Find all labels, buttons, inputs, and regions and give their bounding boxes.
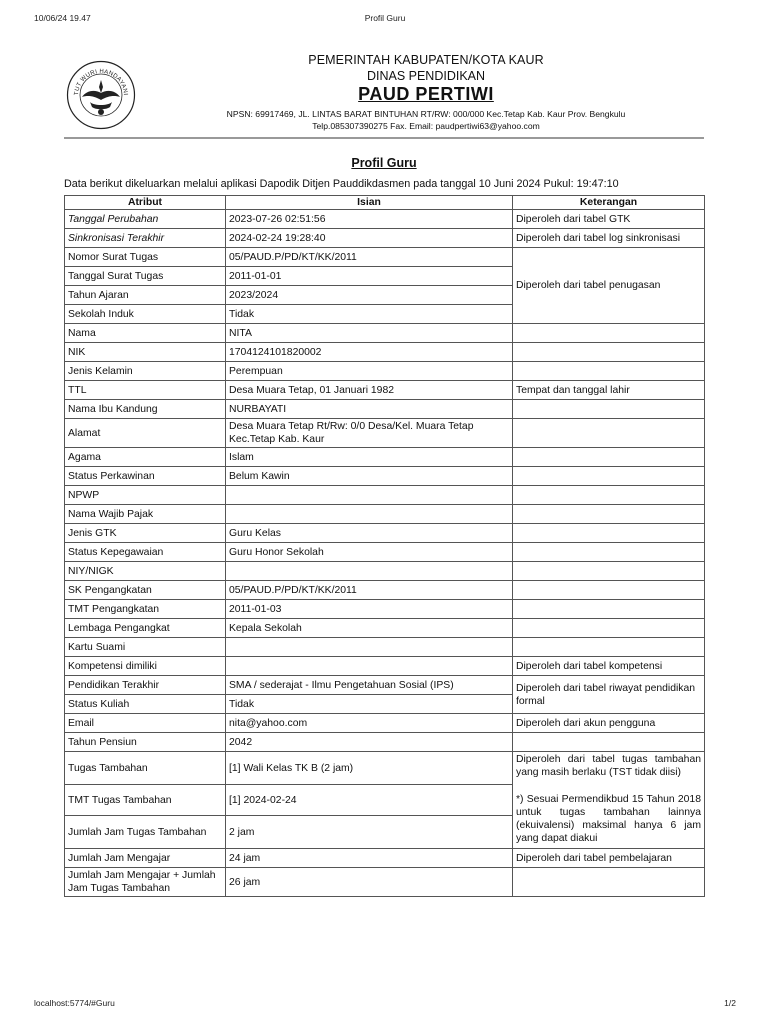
row-value <box>226 505 513 524</box>
row-value <box>226 562 513 581</box>
row-label: Email <box>65 714 226 733</box>
table-row <box>65 381 705 400</box>
page-title: Profil Guru <box>351 156 417 170</box>
row-label: TMT Pengangkatan <box>65 600 226 619</box>
table-row <box>65 419 705 448</box>
print-footer <box>34 998 736 1008</box>
row-note <box>513 343 705 362</box>
agency-line: DINAS PENDIDIKAN <box>366 69 486 83</box>
table-row <box>65 229 705 248</box>
row-label: Kompetensi dimiliki <box>65 657 226 676</box>
row-label: Pendidikan Terakhir <box>65 676 226 695</box>
row-note: Diperoleh dari tabel GTK <box>513 210 705 229</box>
table-header-row <box>65 196 705 210</box>
table-row <box>65 733 705 752</box>
svg-text:TUT WURI HANDAYANI: TUT WURI HANDAYANI <box>73 68 129 96</box>
row-label: Tugas Tambahan <box>65 752 226 785</box>
row-note <box>513 868 705 897</box>
row-label: Sinkronisasi Terakhir <box>65 229 226 248</box>
letterhead-divider <box>64 137 704 139</box>
row-value: Perempuan <box>226 362 513 381</box>
row-value <box>226 657 513 676</box>
row-label: Status Kepegawaian <box>65 543 226 562</box>
row-label: Sekolah Induk <box>65 305 226 324</box>
table-row <box>65 486 705 505</box>
page-number: 1/2 <box>724 998 736 1008</box>
row-label: Kartu Suami <box>65 638 226 657</box>
row-label: NIK <box>65 343 226 362</box>
row-value: 26 jam <box>226 868 513 897</box>
row-note: Diperoleh dari tabel kompetensi <box>513 657 705 676</box>
row-value: NURBAYATI <box>226 400 513 419</box>
row-note <box>513 324 705 343</box>
print-datetime: 10/06/24 19.47 <box>34 13 91 23</box>
row-note <box>513 400 705 419</box>
row-label: Status Kuliah <box>65 695 226 714</box>
table-row <box>65 324 705 343</box>
row-label: Status Perkawinan <box>65 467 226 486</box>
school-name: PAUD PERTIWI <box>358 84 494 104</box>
row-label: Nomor Surat Tugas <box>65 248 226 267</box>
col-header-isian: Isian <box>226 196 513 210</box>
row-value: 2011-01-03 <box>226 600 513 619</box>
table-row <box>65 581 705 600</box>
school-address: NPSN: 69917469, JL. LINTAS BARAT BINTUHAN RT/RW: 000/000 Kec.Tetap Kab. Kaur Prov. Bengkulu <box>226 109 626 119</box>
table-row <box>65 657 705 676</box>
row-note: Diperoleh dari akun pengguna <box>513 714 705 733</box>
row-value: 1704124101820002 <box>226 343 513 362</box>
row-value <box>226 486 513 505</box>
gov-line: PEMERINTAH KABUPATEN/KOTA KAUR <box>308 53 544 67</box>
row-value <box>226 638 513 657</box>
row-note: Diperoleh dari tabel log sinkronisasi <box>513 229 705 248</box>
table-row <box>65 448 705 467</box>
tut-wuri-handayani-logo-icon <box>66 60 136 130</box>
row-label: Tahun Ajaran <box>65 286 226 305</box>
row-value: [1] 2024-02-24 <box>226 785 513 816</box>
row-label: Tahun Pensiun <box>65 733 226 752</box>
row-label: NPWP <box>65 486 226 505</box>
row-label: Nama Ibu Kandung <box>65 400 226 419</box>
letterhead <box>64 50 704 130</box>
row-note <box>513 524 705 543</box>
row-note <box>513 486 705 505</box>
table-row <box>65 752 705 785</box>
table-row <box>65 210 705 229</box>
table-row <box>65 714 705 733</box>
print-header <box>34 13 736 23</box>
row-label: Nama <box>65 324 226 343</box>
row-value: 2023-07-26 02:51:56 <box>226 210 513 229</box>
row-label: TTL <box>65 381 226 400</box>
row-value: Islam <box>226 448 513 467</box>
row-label: Alamat <box>65 419 226 448</box>
table-row <box>65 638 705 657</box>
row-label: Jumlah Jam Mengajar + Jumlah Jam Tugas Tambahan <box>65 868 226 897</box>
table-row <box>65 248 705 267</box>
row-label: Nama Wajib Pajak <box>65 505 226 524</box>
col-header-atribut: Atribut <box>65 196 226 210</box>
table-row <box>65 362 705 381</box>
row-value: nita@yahoo.com <box>226 714 513 733</box>
school-contact: Telp.085307390275 Fax. Email: paudpertiwi63@yahoo.com <box>312 121 540 131</box>
table-row <box>65 849 705 868</box>
row-label: Lembaga Pengangkat <box>65 619 226 638</box>
row-label: NIY/NIGK <box>65 562 226 581</box>
row-note: Diperoleh dari tabel riwayat pendidikan formal <box>513 676 705 714</box>
row-note <box>513 448 705 467</box>
row-value: 2023/2024 <box>226 286 513 305</box>
row-note <box>513 467 705 486</box>
row-value: Kepala Sekolah <box>226 619 513 638</box>
row-value: [1] Wali Kelas TK B (2 jam) <box>226 752 513 785</box>
intro-text: Data berikut dikeluarkan melalui aplikasi Dapodik Ditjen Pauddikdasmen pada tanggal 10 Juni 2024 Pukul: 19:47:10 <box>64 178 619 190</box>
row-note <box>513 619 705 638</box>
row-note <box>513 581 705 600</box>
row-note <box>513 362 705 381</box>
row-value: Desa Muara Tetap Rt/Rw: 0/0 Desa/Kel. Muara Tetap Kec.Tetap Kab. Kaur <box>226 419 513 448</box>
table-row <box>65 400 705 419</box>
row-value: 05/PAUD.P/PD/KT/KK/2011 <box>226 248 513 267</box>
row-note: Diperoleh dari tabel penugasan <box>513 248 705 324</box>
row-label: Agama <box>65 448 226 467</box>
row-value: Tidak <box>226 695 513 714</box>
row-label: Tanggal Perubahan <box>65 210 226 229</box>
col-header-keterangan: Keterangan <box>513 196 705 210</box>
profile-table <box>64 195 705 897</box>
row-value: Belum Kawin <box>226 467 513 486</box>
row-value: 2024-02-24 19:28:40 <box>226 229 513 248</box>
row-label: Jumlah Jam Tugas Tambahan <box>65 816 226 849</box>
row-label: Jenis GTK <box>65 524 226 543</box>
row-value: 05/PAUD.P/PD/KT/KK/2011 <box>226 581 513 600</box>
table-row <box>65 600 705 619</box>
row-value: Guru Honor Sekolah <box>226 543 513 562</box>
print-title: Profil Guru <box>364 13 406 23</box>
row-label: Jumlah Jam Mengajar <box>65 849 226 868</box>
row-note <box>513 543 705 562</box>
table-row <box>65 543 705 562</box>
row-value: 2 jam <box>226 816 513 849</box>
permendikbud-note: *) Sesuai Permendikbud 15 Tahun 2018 untuk tugas tambahan lainnya (ekuivalensi) maksimal hanya 6 jam yang dapat diakui <box>516 794 701 844</box>
row-value: Desa Muara Tetap, 01 Januari 1982 <box>226 381 513 400</box>
row-note: Diperoleh dari tabel pembelajaran <box>513 849 705 868</box>
row-note <box>513 419 705 448</box>
row-note <box>513 752 705 849</box>
row-label: TMT Tugas Tambahan <box>65 785 226 816</box>
tugas-tambahan-note: Diperoleh dari tabel tugas tambahan yang masih berlaku (TST tidak diisi) <box>516 754 701 778</box>
row-value: 24 jam <box>226 849 513 868</box>
row-label: Tanggal Surat Tugas <box>65 267 226 286</box>
row-note: Tempat dan tanggal lahir <box>513 381 705 400</box>
row-note <box>513 505 705 524</box>
row-note <box>513 733 705 752</box>
row-value: NITA <box>226 324 513 343</box>
table-row <box>65 676 705 695</box>
row-label: SK Pengangkatan <box>65 581 226 600</box>
table-row <box>65 524 705 543</box>
print-url[interactable]: localhost:5774/#Guru <box>34 998 115 1008</box>
row-label: Jenis Kelamin <box>65 362 226 381</box>
table-row <box>65 505 705 524</box>
row-value: SMA / sederajat - Ilmu Pengetahuan Sosial (IPS) <box>226 676 513 695</box>
row-note <box>513 638 705 657</box>
table-row <box>65 343 705 362</box>
row-value: Guru Kelas <box>226 524 513 543</box>
table-row <box>65 467 705 486</box>
row-value: 2042 <box>226 733 513 752</box>
row-note <box>513 562 705 581</box>
row-value: Tidak <box>226 305 513 324</box>
table-row <box>65 868 705 897</box>
table-row <box>65 562 705 581</box>
table-row <box>65 619 705 638</box>
row-value: 2011-01-01 <box>226 267 513 286</box>
row-note <box>513 600 705 619</box>
